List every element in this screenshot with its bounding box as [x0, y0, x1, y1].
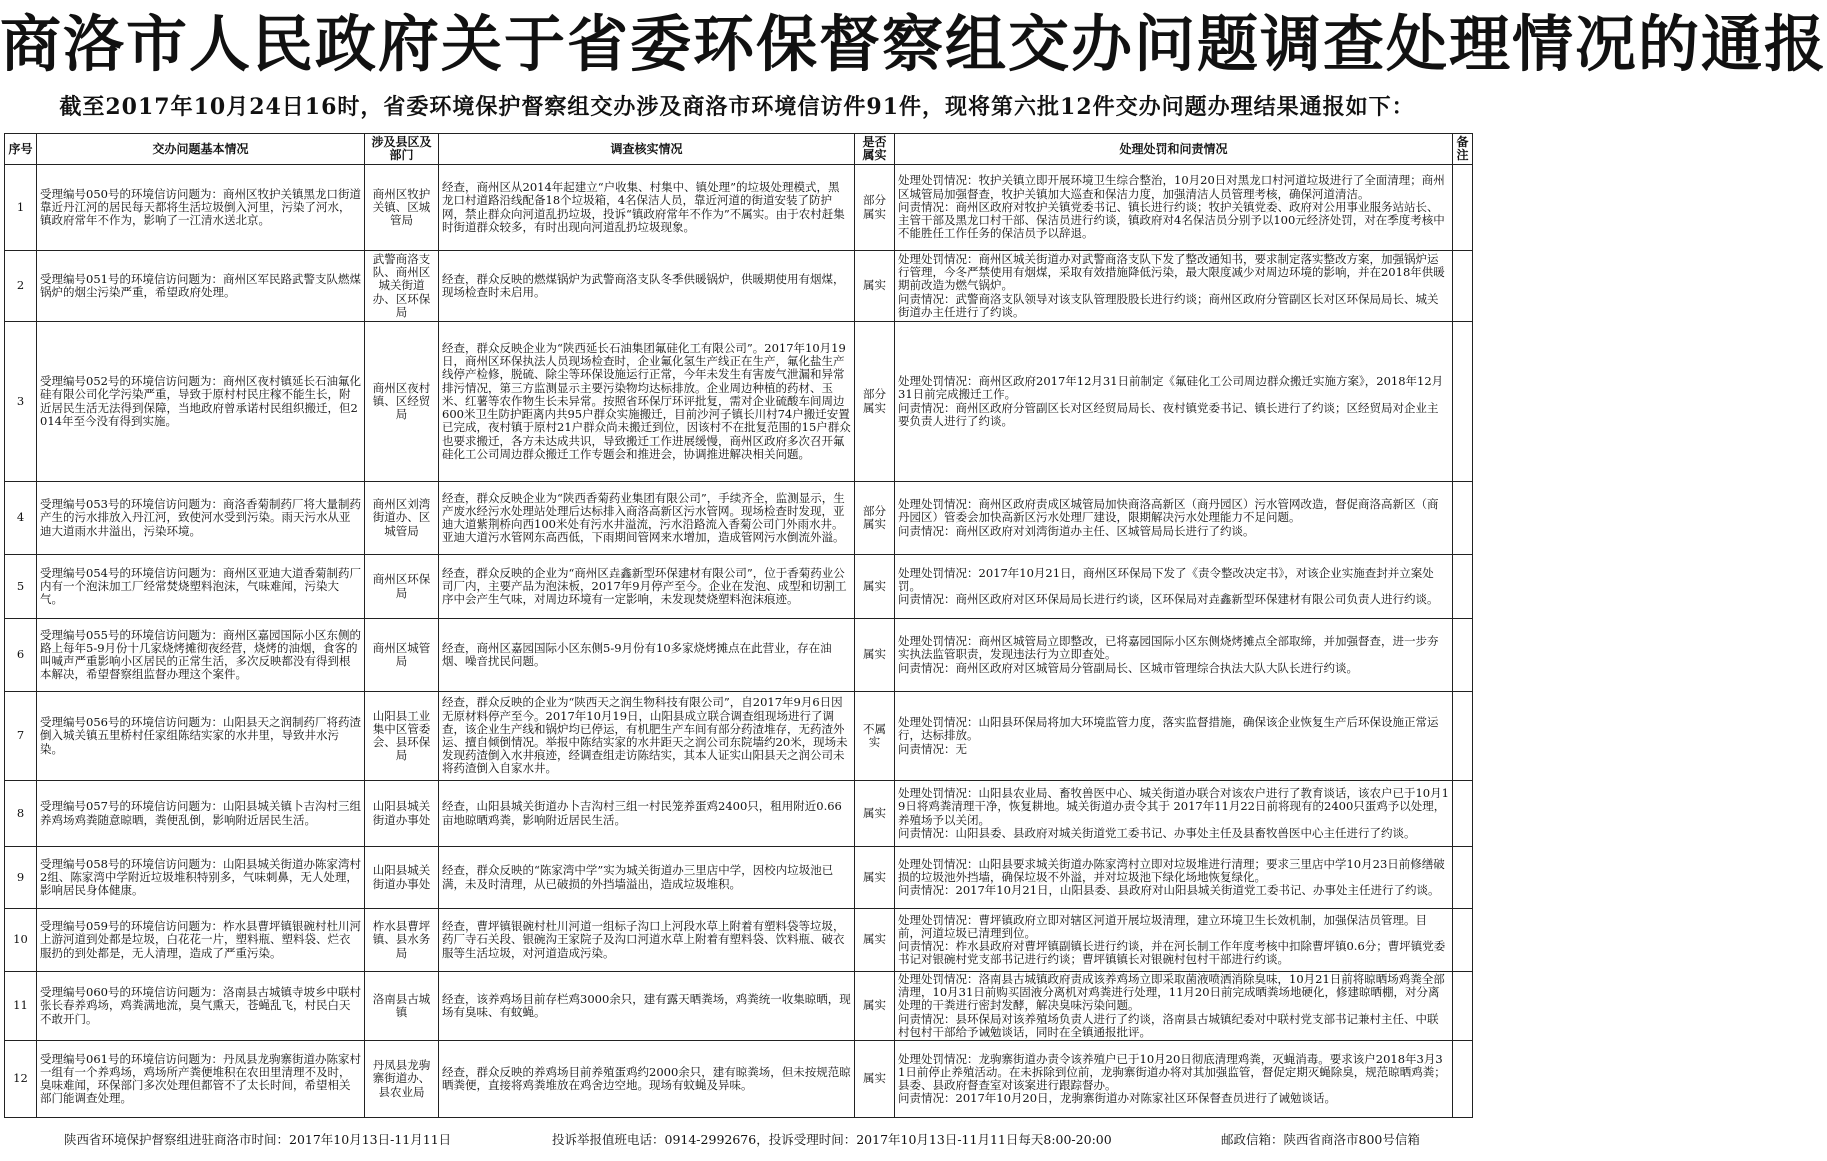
cell-verdict: 属实: [855, 909, 895, 972]
header-no: 序号: [5, 134, 37, 165]
cell-handling: 处理处罚情况：2017年10月21日，商州区环保局下发了《责令整改决定书》，对该企业实施查封并立案处罚。 问责情况：商州区政府对区环保局局长进行约谈，区环保局对垚鑫新型环保建材有限公司负责人进行约谈。: [895, 555, 1453, 619]
table-row: [5, 482, 1473, 555]
cell-no: 5: [5, 555, 37, 619]
cell-problem: 受理编号056号的环境信访问题为：山阳县天之润制药厂将药渣倒入城关镇五里桥村任家组陈结实家的水井里，导致井水污染。: [37, 692, 365, 781]
cell-verdict: 属实: [855, 619, 895, 692]
cell-findings: 经查，商州区嘉园国际小区东侧5-9月份有10多家烧烤摊点在此营业，存在油烟、噪音扰民问题。: [439, 619, 855, 692]
cell-verdict: 部分属实: [855, 482, 895, 555]
cell-remarks: [1453, 847, 1473, 909]
cell-no: 8: [5, 781, 37, 847]
header-remarks: 备注: [1453, 134, 1473, 165]
cell-no: 9: [5, 847, 37, 909]
cell-findings: 经查，群众反映的燃煤锅炉为武警商洛支队冬季供暖锅炉，供暖期使用有烟煤，现场检查时未启用。: [439, 251, 855, 322]
cell-remarks: [1453, 781, 1473, 847]
cell-handling: 处理处罚情况：山阳县环保局将加大环境监管力度，落实监督措施，确保该企业恢复生产后环保设施正常运行，达标排放。 问责情况：无: [895, 692, 1453, 781]
table-row: [5, 972, 1473, 1041]
cell-verdict: 属实: [855, 555, 895, 619]
cell-handling: 处理处罚情况：洛南县古城镇政府责成该养鸡场立即采取菌液喷洒消除臭味，10月21日前将晾晒场鸡粪全部清理，10月31日前购买固液分离机对鸡粪进行处理，11月20日前完成晒粪场地硬化，修建晾晒棚，对分离处理的干粪进行密封发酵，解决臭味污染问题。 问责情况：县环保局对该养殖场负责人进行了约谈，洛南县古城镇纪委对中联村党支部书记兼村主任、中联村包村干部给予诫勉谈话，同时在全镇通报批评。: [895, 972, 1453, 1041]
header-dept: 涉及县区及部门: [365, 134, 439, 165]
cell-problem: 受理编号050号的环境信访问题为：商州区牧护关镇黑龙口街道靠近丹江河的居民每天都将生活垃圾倒入河里，污染了河水，镇政府常年不作为，影响了一江清水送北京。: [37, 165, 365, 251]
footer-mailbox: 邮政信箱：陕西省商洛市800号信箱: [1221, 1132, 1420, 1147]
footer-hotline: 投诉举报值班电话：0914-2992676，投诉受理时间：2017年10月13日-11月11日每天8:00-20:00: [552, 1132, 1112, 1147]
footer-inspection-period: 陕西省环境保护督察组进驻商洛市时间：2017年10月13日-11月11日: [64, 1132, 452, 1147]
header-verdict: 是否属实: [855, 134, 895, 165]
cell-no: 2: [5, 251, 37, 322]
cell-remarks: [1453, 165, 1473, 251]
cell-problem: 受理编号051号的环境信访问题为：商州区军民路武警支队燃煤锅炉的烟尘污染严重，希望政府处理。: [37, 251, 365, 322]
header-findings: 调查核实情况: [439, 134, 855, 165]
cell-no: 10: [5, 909, 37, 972]
cell-verdict: 属实: [855, 1041, 895, 1118]
cell-problem: 受理编号061号的环境信访问题为：丹凤县龙驹寨街道办陈家村一组有一个养鸡场，鸡场所产粪便堆积在农田里清理不及时，臭味难闻，环保部门多次处理但都管不了太长时间，希望相关部门能调查处理。: [37, 1041, 365, 1118]
cell-no: 1: [5, 165, 37, 251]
cell-verdict: 部分属实: [855, 322, 895, 482]
cell-dept: 武警商洛支队、商州区城关街道办、区环保局: [365, 251, 439, 322]
cell-findings: 经查，群众反映的企业为“商州区垚鑫新型环保建材有限公司”，位于香菊药业公司厂内，主要产品为泡沫板，2017年9月停产至今。企业在发泡、成型和切割工序中会产生气味，对周边环境有一定影响，未发现焚烧塑料泡沫痕迹。: [439, 555, 855, 619]
header-handling: 处理处罚和问责情况: [895, 134, 1453, 165]
cell-remarks: [1453, 619, 1473, 692]
cell-remarks: [1453, 251, 1473, 322]
cell-dept: 商州区环保局: [365, 555, 439, 619]
cell-dept: 山阳县城关街道办事处: [365, 847, 439, 909]
cell-dept: 丹凤县龙驹寨街道办、县农业局: [365, 1041, 439, 1118]
cell-problem: 受理编号059号的环境信访问题为：柞水县曹坪镇银碗村杜川河上游河道到处都是垃圾，白花花一片，塑料瓶、塑料袋、烂衣服扔的到处都是，无人清理，造成了严重污染。: [37, 909, 365, 972]
cell-problem: 受理编号054号的环境信访问题为：商州区亚迪大道香菊制药厂内有一个泡沫加工厂经常焚烧塑料泡沫，气味难闻，污染大气。: [37, 555, 365, 619]
cell-verdict: 属实: [855, 781, 895, 847]
cell-handling: 处理处罚情况：龙驹寨街道办责令该养殖户已于10月20日彻底清理鸡粪，灭蝇消毒。要求该户2018年3月31日前停止养殖活动。在未拆除到位前，龙驹寨街道办将对其加强监管，督促定期灭蝇除臭，规范晾晒鸡粪；县委、县政府督查室对该案进行跟踪督办。 问责情况：2017年10月20日，龙驹寨街道办对陈家社区环保督查员进行了诫勉谈话。: [895, 1041, 1453, 1118]
cell-problem: 受理编号058号的环境信访问题为：山阳县城关街道办陈家湾村2组、陈家湾中学附近垃圾堆积特别多，气味刺鼻，无人处理，影响居民身体健康。: [37, 847, 365, 909]
page-subtitle: 截至2017年10月24日16时，省委环境保护督察组交办涉及商洛市环境信访件91件，现将第六批12件交办问题办理结果通报如下：: [59, 94, 1415, 120]
page-title: 商洛市人民政府关于省委环保督察组交办问题调查处理情况的通报: [0, 9, 1827, 80]
cell-findings: 经查，群众反映企业为“陕西香菊药业集团有限公司”，手续齐全，监测显示，生产废水经污水处理站处理后达标排入商洛高新区污水管网。现场检查时发现，亚迪大道紫荆桥向西100米处有污水井溢流，污水沿路流入香菊公司门外雨水井。亚迪大道污水管网东高西低，下雨期间管网来水增加，造成管网污水倒流外溢。: [439, 482, 855, 555]
cell-dept: 山阳县工业集中区管委会、县环保局: [365, 692, 439, 781]
cell-handling: 处理处罚情况：山阳县要求城关街道办陈家湾村立即对垃圾堆进行清理；要求三里店中学10月23日前修缮破损的垃圾池外挡墙，确保垃圾不外溢，并对垃圾池下绿化场地恢复绿化。 问责情况：2017年10月21日，山阳县委、县政府对山阳县城关街道党工委书记、办事处主任进行了约谈。: [895, 847, 1453, 909]
cell-findings: 经查，群众反映的“陈家湾中学”实为城关街道办三里店中学，因校内垃圾池已满，未及时清理，从已破损的外挡墙溢出，造成垃圾堆积。: [439, 847, 855, 909]
cell-remarks: [1453, 322, 1473, 482]
cell-findings: 经查，山阳县城关街道办卜吉沟村三组一村民笼养蛋鸡2400只，租用附近0.66亩地晾晒鸡粪，影响附近居民生活。: [439, 781, 855, 847]
cell-remarks: [1453, 972, 1473, 1041]
cell-handling: 处理处罚情况：商州区政府责成区城管局加快商洛高新区（商丹园区）污水管网改造，督促商洛高新区（商丹园区）管委会加快高新区污水处理厂建设，限期解决污水处理能力不足问题。 问责情况：商州区政府对刘湾街道办主任、区城管局局长进行了约谈。: [895, 482, 1453, 555]
cell-no: 7: [5, 692, 37, 781]
table-row: [5, 555, 1473, 619]
cell-findings: 经查，群众反映的养鸡场目前养殖蛋鸡约2000余只，建有晾粪场，但未按规范晾晒粪便，直接将鸡粪堆放在鸡舍边空地。现场有蚊蝇及异味。: [439, 1041, 855, 1118]
cell-handling: 处理处罚情况：牧护关镇立即开展环境卫生综合整治，10月20日对黑龙口村河道垃圾进行了全面清理；商州区城管局加强督查，牧护关镇加大巡查和保洁力度，加强清洁人员管理考核，确保河道清洁。 问责情况：商州区政府对牧护关镇党委书记、镇长进行约谈；牧护关镇党委、政府对公用事业服务站站长、主管干部及黑龙口村干部、保洁员进行约谈，镇政府对4名保洁员分别予以100元经济处罚，对在季度考核中不能胜任工作任务的保洁员予以辞退。: [895, 165, 1453, 251]
cell-problem: 受理编号060号的环境信访问题为：洛南县古城镇寺坡乡中联村张长春养鸡场，鸡粪满地流，臭气熏天，苍蝇乱飞，村民白天不敢开门。: [37, 972, 365, 1041]
cell-verdict: 属实: [855, 251, 895, 322]
cell-findings: 经查，曹坪镇银碗村杜川河道一组标子沟口上河段水草上附着有塑料袋等垃圾，药厂寺石关段、银碗沟王家院子及沟口河道水草上附着有塑料袋、饮料瓶、破衣服等生活垃圾，对河道造成污染。: [439, 909, 855, 972]
cell-findings: 经查，该养鸡场目前存栏鸡3000余只，建有露天晒粪场，鸡粪统一收集晾晒，现场有臭味、有蚊蝇。: [439, 972, 855, 1041]
table-row: [5, 847, 1473, 909]
cell-problem: 受理编号057号的环境信访问题为：山阳县城关镇卜吉沟村三组养鸡场鸡粪随意晾晒，粪便乱倒，影响附近居民生活。: [37, 781, 365, 847]
cell-findings: 经查，商州区从2014年起建立“户收集、村集中、镇处理”的垃圾处理模式，黑龙口村道路沿线配备18个垃圾箱，4名保洁人员，靠近河道的街道安装了防护网，禁止群众向河道乱扔垃圾，投诉“镇政府常年不作为”不属实。由于农村赶集时街道群众较多，有时出现向河道乱扔垃圾现象。: [439, 165, 855, 251]
report-table: [4, 133, 1473, 1118]
cell-no: 4: [5, 482, 37, 555]
cell-verdict: 属实: [855, 972, 895, 1041]
cell-handling: 处理处罚情况：商州区城关街道办对武警商洛支队下发了整改通知书，要求制定落实整改方案，加强锅炉运行管理，今冬严禁使用有烟煤，采取有效措施降低污染，最大限度减少对周边环境的影响，并在2018年供暖期前改造为燃气锅炉。 问责情况：武警商洛支队领导对该支队管理股股长进行约谈；商州区政府分管副区长对区环保局局长、城关街道办主任进行了约谈。: [895, 251, 1453, 322]
header-problem: 交办问题基本情况: [37, 134, 365, 165]
cell-no: 12: [5, 1041, 37, 1118]
cell-verdict: 不属实: [855, 692, 895, 781]
cell-problem: 受理编号052号的环境信访问题为：商州区夜村镇延长石油氟化硅有限公司化学污染严重，导致于原村村民庄稼不能生长，附近居民生活无法得到保障，当地政府曾承诺村民组织搬迁，但2014年至今没有得到实施。: [37, 322, 365, 482]
table-row: [5, 619, 1473, 692]
table-row: [5, 1041, 1473, 1118]
cell-dept: 洛南县古城镇: [365, 972, 439, 1041]
cell-dept: 山阳县城关街道办事处: [365, 781, 439, 847]
cell-dept: 商州区刘湾街道办、区城管局: [365, 482, 439, 555]
cell-verdict: 部分属实: [855, 165, 895, 251]
cell-problem: 受理编号053号的环境信访问题为：商洛香菊制药厂将大量制药产生的污水排放入丹江河，致使河水受到污染。雨天污水从亚迪大道雨水井溢出，污染环境。: [37, 482, 365, 555]
cell-handling: 处理处罚情况：山阳县农业局、畜牧兽医中心、城关街道办联合对该农户进行了教育谈话，该农户已于10月19日将鸡粪清理干净，恢复耕地。城关街道办责令其于 2017年11月22日前将现有的2400只蛋鸡予以处理，养殖场予以关闭。 问责情况：山阳县委、县政府对城关街道党工委书记、办事处主任及县畜牧兽医中心主任进行了约谈。: [895, 781, 1453, 847]
cell-problem: 受理编号055号的环境信访问题为：商州区嘉园国际小区东侧的路上每年5-9月份十几家烧烤摊彻夜经营，烧烤的油烟，食客的叫喊声严重影响小区居民的正常生活，多次反映都没有得到根本解决，希望督察组监督办理这个案件。: [37, 619, 365, 692]
cell-findings: 经查，群众反映的企业为“陕西天之润生物科技有限公司”，自2017年9月6日因无原材料停产至今。2017年10月19日，山阳县成立联合调查组现场进行了调查，该企业生产线和锅炉均已停运，有机肥生产车间有部分药渣堆存，无药渣外运、擅自倾倒情况。举报中陈结实家的水井距天之润公司东院墙约20米，现场未发现药渣倒入水井痕迹，经调查组走访陈结实，其本人证实山阳县天之润公司未将药渣倒入自家水井。: [439, 692, 855, 781]
cell-no: 11: [5, 972, 37, 1041]
table-header-row: [5, 134, 1473, 165]
cell-remarks: [1453, 692, 1473, 781]
table-row: [5, 692, 1473, 781]
table-row: [5, 909, 1473, 972]
cell-dept: 商州区城管局: [365, 619, 439, 692]
table-row: [5, 781, 1473, 847]
table-row: [5, 165, 1473, 251]
cell-remarks: [1453, 909, 1473, 972]
cell-no: 3: [5, 322, 37, 482]
table-row: [5, 251, 1473, 322]
cell-dept: 商州区夜村镇、区经贸局: [365, 322, 439, 482]
cell-remarks: [1453, 482, 1473, 555]
cell-no: 6: [5, 619, 37, 692]
cell-handling: 处理处罚情况：商州区城管局立即整改，已将嘉园国际小区东侧烧烤摊点全部取缔，并加强督查，进一步夯实执法监管职责，发现违法行为立即查处。 问责情况：商州区政府对区城管局分管副局长、区城市管理综合执法大队大队长进行约谈。: [895, 619, 1453, 692]
cell-remarks: [1453, 1041, 1473, 1118]
cell-dept: 柞水县曹坪镇、县水务局: [365, 909, 439, 972]
footer: [4, 1129, 1472, 1151]
cell-findings: 经查，群众反映企业为“陕西延长石油集团氟硅化工有限公司”。2017年10月19日，商州区环保执法人员现场检查时，企业氟化氢生产线正在生产，氟化盐生产线停产检修，脱硫、除尘等环保设施运行正常，今年未发生有害废气泄漏和异常排污情况，第三方监测显示主要污染物均达标排放。企业周边种植的药材、玉米、红薯等农作物生长未异常。按照省环保厅环评批复，需对企业硫酸车间周边600米卫生防护距离内共95户群众实施搬迁，目前沙河子镇长川村74户搬迁安置已完成，夜村镇于原村21户群众尚未搬迁到位，因该村不在批复范围的15户群众也要求搬迁，各方未达成共识，导致搬迁工作进展缓慢，商州区政府多次召开氟硅化工公司周边群众搬迁工作专题会和推进会，协调推进解决相关问题。: [439, 322, 855, 482]
cell-remarks: [1453, 555, 1473, 619]
table-row: [5, 322, 1473, 482]
cell-handling: 处理处罚情况：曹坪镇政府立即对辖区河道开展垃圾清理，建立环境卫生长效机制，加强保洁员管理。目前，河道垃圾已清理到位。 问责情况：柞水县政府对曹坪镇副镇长进行约谈，并在河长制工作年度考核中扣除曹坪镇0.6分；曹坪镇党委书记对银碗村党支部书记进行约谈；曹坪镇镇长对银碗村包村干部进行约谈。: [895, 909, 1453, 972]
cell-handling: 处理处罚情况：商州区政府2017年12月31日前制定《氟硅化工公司周边群众搬迁实施方案》，2018年12月31日前完成搬迁工作。 问责情况：商州区政府分管副区长对区经贸局局长、夜村镇党委书记、镇长进行了约谈；区经贸局对企业主要负责人进行了约谈。: [895, 322, 1453, 482]
cell-verdict: 属实: [855, 847, 895, 909]
cell-dept: 商州区牧护关镇、区城管局: [365, 165, 439, 251]
